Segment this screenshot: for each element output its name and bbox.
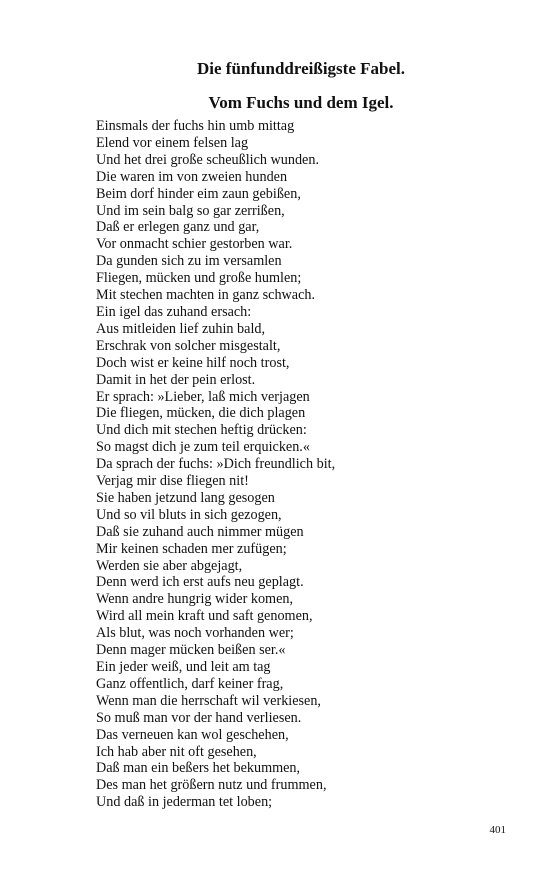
fable-title: Vom Fuchs und dem Igel. <box>208 93 394 112</box>
poem-line: Und so vil bluts in sich gezogen, <box>96 506 282 523</box>
poem-line: Erschrak von solcher misgestalt, <box>96 337 281 354</box>
poem-line: Daß sie zuhand auch nimmer mügen <box>96 523 304 540</box>
poem-line: Und dich mit stechen heftig drücken: <box>96 422 307 439</box>
poem-line: Ein jeder weiß, und leit am tag <box>96 659 271 675</box>
poem-line: Die waren im von zweien hunden <box>96 168 288 185</box>
poem-line: Wird all mein kraft und saft genomen, <box>96 608 313 625</box>
poem-line: Einsmals der fuchs hin umb mittag <box>96 118 295 134</box>
poem-line: Elend vor einem felsen lag <box>96 134 249 151</box>
poem-line: Als blut, was noch vorhanden wer; <box>96 625 294 642</box>
chapter-title: Die fünfunddreißigste Fabel. <box>197 59 405 78</box>
poem-line: Er sprach: »Lieber, laß mich verjagen <box>96 388 310 405</box>
poem-line: Und im sein balg so gar zerrißen, <box>96 202 285 219</box>
poem-line: Vor onmacht schier gestorben war. <box>96 236 293 253</box>
poem-line: Ganz offentlich, darf keiner frag, <box>96 675 284 692</box>
poem-line: So magst dich je zum teil erquicken.« <box>96 439 310 456</box>
poem-text <box>96 118 516 811</box>
poem-line: Denn mager mücken beißen ser.« <box>96 642 286 659</box>
poem-line: Denn werd ich erst aufs neu geplagt. <box>96 574 304 591</box>
poem-line: Werden sie aber abgejagt, <box>96 557 243 574</box>
poem-line: Die fliegen, mücken, die dich plagen <box>96 405 306 422</box>
poem-line: Aus mitleiden lief zuhin bald, <box>96 320 266 337</box>
poem-line: Doch wist er keine hilf noch trost, <box>96 354 290 371</box>
poem-line: Fliegen, mücken und große humlen; <box>96 270 302 287</box>
poem-line: Mit stechen machten in ganz schwach. <box>96 287 316 304</box>
poem-line: Wenn andre hungrig wider komen, <box>96 591 294 608</box>
page-number: 401 <box>489 824 506 836</box>
poem-line: So muß man vor der hand verliesen. <box>96 709 302 726</box>
poem-line: Wenn man die herrschaft wil verkiesen, <box>96 692 321 709</box>
poem-line: Ein igel das zuhand ersach: <box>96 303 252 320</box>
poem-line: Daß er erlegen ganz und gar, <box>96 219 260 236</box>
poem-line: Damit in het der pein erlost. <box>96 371 256 388</box>
poem-line: Verjag mir dise fliegen nit! <box>96 473 249 490</box>
poem-line: Mir keinen schaden mer zufügen; <box>96 540 287 557</box>
poem-line: Beim dorf hinder eim zaun gebißen, <box>96 185 301 202</box>
poem-line: Ich hab aber nit oft gesehen, <box>96 743 257 760</box>
poem-line: Da sprach der fuchs: »Dich freundlich bit, <box>96 456 336 473</box>
poem-line: Und daß in jederman tet loben; <box>96 794 273 811</box>
poem-line: Das verneuen kan wol geschehen, <box>96 726 289 743</box>
poem-line: Sie haben jetzund lang gesogen <box>96 489 275 506</box>
poem-line: Da gunden sich zu im versamlen <box>96 253 282 270</box>
poem-line: Daß man ein beßers het bekummen, <box>96 760 301 777</box>
poem-line: Des man het größern nutz und frummen, <box>96 777 327 794</box>
poem-line: Und het drei große scheußlich wunden. <box>96 151 319 168</box>
